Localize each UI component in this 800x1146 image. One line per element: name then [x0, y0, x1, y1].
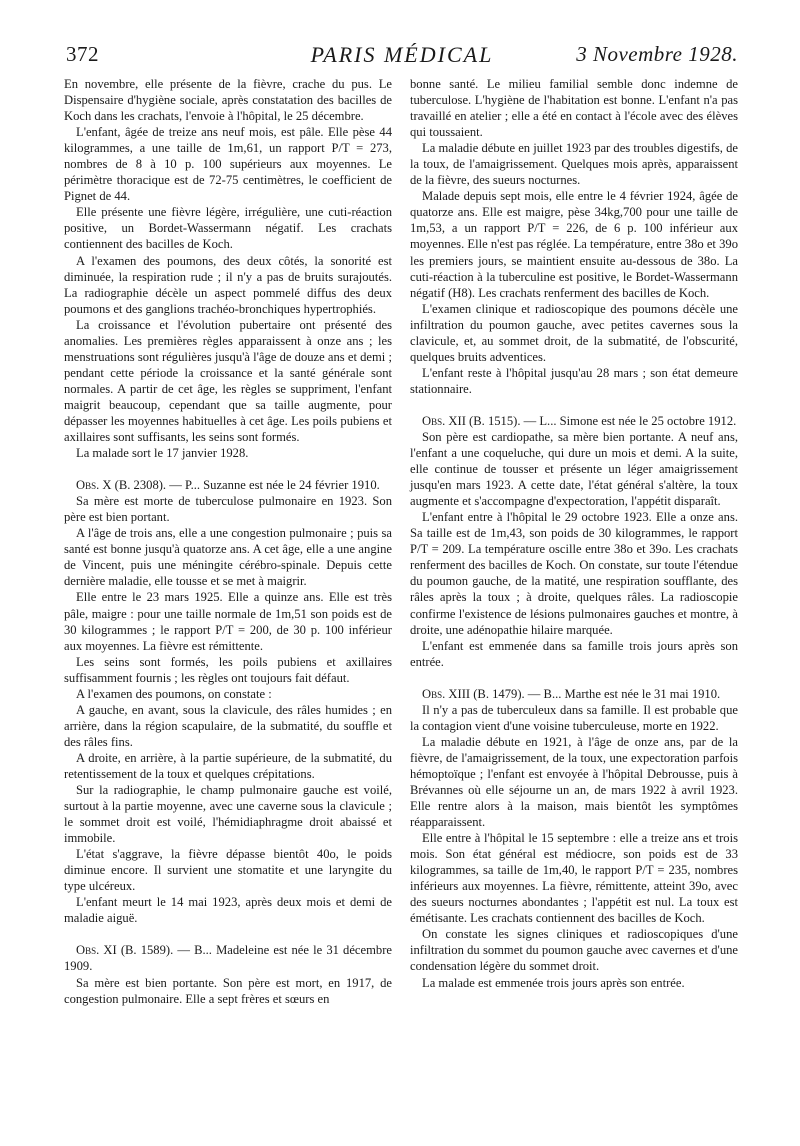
- paragraph: Les seins sont formés, les poils pubiens et axillaires suffisamment fournis ; les règles ont toujours fait défaut.: [64, 654, 392, 685]
- journal-title: PARIS MÉDICAL: [310, 42, 494, 67]
- observation-label: Obs. X: [76, 478, 112, 493]
- paragraph: La malade sort le 17 janvier 1928.: [76, 446, 249, 461]
- paragraph: Son père est cardiopathe, sa mère bien portante. A neuf ans, l'enfant a une coqueluche, qui dure un mois et demi. A la suite, elle continue de tousser et présente un léger amaigrissement jusqu'en mars 1923. A cette date, l'état général s'altère, la toux augmente et s'accompagne d'expectoration, l'appétit disparaît.: [410, 429, 738, 509]
- paragraph: Sur la radiographie, le champ pulmonaire gauche est voilé, surtout à la partie moyenne, avec une caverne sous la clavicule ; le sommet droit est voilé, l'hémidiaphragme droit abaissé et immobile.: [64, 783, 392, 846]
- paragraph: Il n'y a pas de tuberculeux dans sa famille. Il est probable que la contagion vient d'une voisine tuberculeuse, morte en 1922.: [410, 702, 738, 733]
- observation-label: Obs. XII: [422, 413, 466, 428]
- paragraph: La croissance et l'évolution pubertaire ont présenté des anomalies. Les premières règles apparaissent à onze ans ; les menstruations sont régulières jusqu'à l'âge de douze ans et demi ; pendant cette période la croissance et la santé générale sont normales. A partir de cet âge, les règles se suppriment, l'enfant maigrit beaucoup, cependant que sa taille augmente, pour dépasser les moyennes habituelles à cet âge. Les poils pubiens et axillaires sont suffisants, les seins sont formés.: [64, 317, 392, 445]
- observation-heading: [410, 413, 738, 429]
- observation-heading: [64, 477, 392, 493]
- paragraph: Elle entre le 23 mars 1925. Elle a quinze ans. Elle est très pâle, maigre : pour une taille normale de 1m,51 son poids est de 30 kilogrammes ; le rapport P/T = 200, de 30 p. 100 inférieur aux moyennes. La fièvre est rémittente.: [64, 590, 392, 653]
- paragraph: Elle présente une fièvre légère, irrégulière, une cuti-réaction positive, un Bordet-Wassermann négatif. Les crachats contiennent des bacilles de Koch.: [64, 205, 392, 252]
- observation-header-text: (B. 1589). — B... Madeleine est née le 31 décembre 1909.: [64, 943, 392, 974]
- left-column: [64, 76, 392, 1007]
- paragraph: L'état s'aggrave, la fièvre dépasse bientôt 40o, le poids diminue encore. Il survient une stomatite et une laryngite du type ulcéreux.: [64, 847, 392, 894]
- paragraph: L'enfant est emmenée dans sa famille trois jours après son entrée.: [410, 638, 738, 669]
- paragraph: La malade est emmenée trois jours après son entrée.: [422, 975, 685, 990]
- paragraph: A l'examen des poumons, on constate :: [76, 686, 272, 701]
- paragraph: La maladie débute en 1921, à l'âge de onze ans, par de la fièvre, de l'amaigrissement, de la toux, une expectoration parfois hémoptoïque ; l'enfant est envoyée à l'hôpital Debrousse, puis à Brévannes où elle séjourne un an, de mars 1922 à avril 1923. Elle rentre alors à la maison, mais bientôt les symptômes réapparaissent.: [410, 734, 738, 830]
- paragraph: L'examen clinique et radioscopique des poumons décèle une infiltration du poumon gauche, avec petites cavernes sous la clavicule, et, au sommet droit, de la submatité, de l'obscurité, quelques bruits adventices.: [410, 301, 738, 364]
- paragraph: Sa mère est bien portante. Son père est mort, en 1917, de congestion pulmonaire. Elle a sept frères et sœurs en: [64, 975, 392, 1006]
- paragraph: On constate les signes cliniques et radioscopiques d'une infiltration du sommet du poumon gauche avec cavernes et d'une condensation légère du sommet droit.: [410, 927, 738, 974]
- paragraph: La maladie débute en juillet 1923 par des troubles digestifs, de la toux, de l'amaigrissement. Quelques mois après, apparaissent de la fièvre, des sueurs nocturnes.: [410, 141, 738, 188]
- page-header: [66, 42, 738, 68]
- paragraph: Malade depuis sept mois, elle entre le 4 février 1924, âgée de quatorze ans. Elle est maigre, pèse 34kg,700 pour une taille de 1m,53, a un rapport P/T = 226, de 6 p. 100 inférieur aux moyennes. Elle n'est pas réglée. La température, entre 38o et 39o les premiers jours, se maintient ensuite au-dessous de 38o. La cuti-réaction à la tuberculine est positive, le Bordet-Wassermann négatif (H8). Les crachats renferment des bacilles de Koch.: [410, 189, 738, 300]
- observation-header-text: (B. 1515). — L... Simone est née le 25 octobre 1912.: [469, 413, 737, 428]
- observation-label: Obs. XI: [76, 943, 117, 958]
- paragraph: L'enfant, âgée de treize ans neuf mois, est pâle. Elle pèse 44 kilogrammes, a une taille de 1m,61, un rapport P/T = 273, nombres de 8 à 10 p. 100 supérieurs aux moyennes. Le périmètre thoracique est de 72-75 centimètres, le coefficient de Pignet de 44.: [64, 125, 392, 204]
- observation-header-text: (B. 2308). — P... Suzanne est née le 24 février 1910.: [114, 478, 380, 493]
- observation-heading: [410, 686, 738, 702]
- observation-heading: [64, 942, 392, 974]
- issue-date: 3 Novembre 1928.: [576, 42, 738, 66]
- paragraph: A l'examen des poumons, des deux côtés, la sonorité est diminuée, la respiration rude ; il n'y a pas de bruits surajoutés. La radiographie décèle un aspect pommelé diffus des deux poumons et des ganglions trachéo-bronchiques hypertrophiés.: [64, 253, 392, 316]
- paragraph: bonne santé. Le milieu familial semble donc indemne de tuberculose. L'hygiène de l'habitation est bonne. L'enfant n'a pas travaillé en atelier ; elle a été en contact à l'école avec des élèves qui toussaient.: [410, 77, 738, 140]
- observation-header-text: (B. 1479). — B... Marthe est née le 31 mai 1910.: [473, 686, 721, 701]
- paragraph: A l'âge de trois ans, elle a une congestion pulmonaire ; puis sa santé est bonne jusqu'à quatorze ans. A cet âge, elle a une angine de Vincent, puis une méningite cérébro-spinale. Depuis cette dernière maladie, elle tousse et se met à maigrir.: [64, 526, 392, 589]
- paragraph: L'enfant reste à l'hôpital jusqu'au 28 mars ; son état demeure stationnaire.: [410, 365, 738, 396]
- paragraph: L'enfant entre à l'hôpital le 29 octobre 1923. Elle a onze ans. Sa taille est de 1m,43, son poids de 30 kilogrammes, le rapport P/T = 209. La température oscille entre 38o et 39o. Les crachats renferment des bacilles de Koch. On constate, sur toute l'étendue du poumon gauche, de la matité, une respiration soufflante, des râles après la toux ; à droite, quelques râles. La radioscopie confirme l'existence de lésions pulmonaires gauches et montre, à droite, une adénopathie hilaire marquée.: [410, 510, 738, 637]
- paragraph: Elle entre à l'hôpital le 15 septembre : elle a treize ans et trois mois. Son état général est médiocre, son poids est de 33 kilogrammes, sa taille de 1m,40, le rapport P/T = 235, nombres inférieurs aux moyennes. La fièvre, rémittente, atteint 39o, avec des sueurs nocturnes abondantes ; l'appétit est nul. La toux est émétisante. Les crachats contiennent des bacilles de Koch.: [410, 831, 738, 926]
- observation-label: Obs. XIII: [422, 686, 471, 701]
- page-number: 372: [66, 42, 99, 66]
- paragraph: L'enfant meurt le 14 mai 1923, après deux mois et demi de maladie aiguë.: [64, 895, 392, 926]
- right-column: [410, 76, 738, 991]
- paragraph: A gauche, en avant, sous la clavicule, des râles humides ; en arrière, dans la région scapulaire, de la submatité, du souffle et des râles fins.: [64, 702, 392, 749]
- paragraph: Sa mère est morte de tuberculose pulmonaire en 1923. Son père est bien portant.: [64, 494, 392, 525]
- paragraph: A droite, en arrière, à la partie supérieure, de la submatité, du retentissement de la toux et quelques crépitations.: [64, 750, 392, 781]
- paragraph: En novembre, elle présente de la fièvre, crache du pus. Le Dispensaire d'hygiène sociale, après constatation des bacilles de Koch dans les crachats, l'envoie à l'hôpital, le 25 décembre.: [64, 77, 392, 124]
